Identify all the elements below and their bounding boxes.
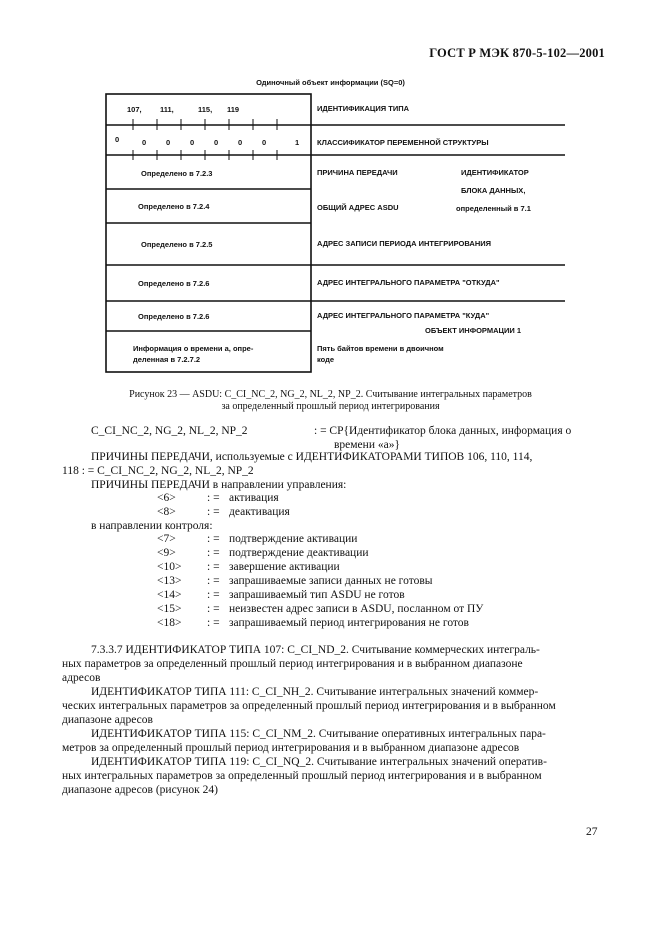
def-left: C_CI_NC_2, NG_2, NL_2, NP_2 [91,425,248,437]
monitor-text: запрашиваемые записи данных не готовы [229,575,433,587]
monitor-code: <7> [157,533,176,545]
para-119-line2: ных интегральных параметров за определенный прошлый период интегрирования и в выбранном [62,770,542,782]
bit-4: 0 [190,138,195,147]
figure-caption-line1: Рисунок 23 — ASDU: C_CI_NC_2, NG_2, NL_2, NP_2. Считывание интегральных параметров [129,389,532,400]
label-to: АДРЕС ИНТЕГРАЛЬНОГО ПАРАМЕТРА "КУДА" [317,311,490,320]
monitor-text: неизвестен адрес записи в ASDU, посланном от ПУ [229,603,484,615]
standard-header: ГОСТ Р МЭК 870-5-102—2001 [429,46,605,60]
para-111-line3: диапазоне адресов [62,714,153,726]
diagram-title: Одиночный объект информации (SQ=0) [256,78,405,87]
para-107-line1: 7.3.3.7 ИДЕНТИФИКАТОР ТИПА 107: C_CI_ND_2. Считывание коммерческих интеграль- [91,644,540,656]
bit-2: 0 [142,138,147,147]
data-unit-id-line3: определенный в 7.1 [456,204,531,213]
monitor-code: <9> [157,547,176,559]
control-sep: : = [207,506,220,518]
para-115-line2: метров за определенный прошлый период интегрирования и в выбранном диапазоне адресов [62,742,520,754]
control-sep: : = [207,492,220,504]
control-code: <6> [157,492,176,504]
cell-time-line1: Информация о времени а, опре- [133,344,254,353]
cell-asdu: Определено в 7.2.4 [138,202,210,211]
cell-cot: Определено в 7.2.3 [141,169,213,178]
asdu-diagram [105,93,567,373]
monitor-code: <14> [157,589,182,601]
bit-3: 0 [166,138,171,147]
cell-to: Определено в 7.2.6 [138,312,210,321]
bit-5: 0 [214,138,219,147]
label-from: АДРЕС ИНТЕГРАЛЬНОГО ПАРАМЕТРА "ОТКУДА" [317,278,500,287]
type-code-119: 119 [227,105,240,114]
label-record: АДРЕС ЗАПИСИ ПЕРИОДА ИНТЕГРИРОВАНИЯ [317,239,492,248]
monitor-text: завершение активации [229,561,340,573]
bit-8: 1 [295,138,300,147]
page-number: 27 [586,826,598,838]
monitor-sep: : = [207,589,220,601]
monitor-code: <13> [157,575,182,587]
bit-6: 0 [238,138,243,147]
monitor-sep: : = [207,547,220,559]
label-time-line2: коде [317,355,335,364]
para-107-line3: адресов [62,672,101,684]
monitor-text: подтверждение деактивации [229,547,369,559]
monitor-text: подтверждение активации [229,533,358,545]
control-text: активация [229,492,279,504]
def-right-line2: времени «а»} [334,439,400,451]
label-time-line1: Пять байтов времени в двоичном [317,344,444,353]
monitor-title: в направлении контроля: [91,520,213,532]
label-vsq: КЛАССИФИКАТОР ПЕРЕМЕННОЙ СТРУКТУРЫ [317,138,489,147]
bit-7: 0 [262,138,267,147]
monitor-sep: : = [207,603,220,615]
label-type-id: ИДЕНТИФИКАЦИЯ ТИПА [317,104,410,113]
monitor-sep: : = [207,561,220,573]
monitor-sep: : = [207,533,220,545]
monitor-text: запрашиваемый тип ASDU не готов [229,589,405,601]
figure-caption-line2: за определенный прошлый период интегрирования [221,401,440,412]
bit-1: 0 [115,135,120,144]
monitor-code: <10> [157,561,182,573]
label-cot: ПРИЧИНА ПЕРЕДАЧИ [317,168,398,177]
data-unit-id-line2: БЛОКА ДАННЫХ, [461,186,526,195]
monitor-text: запрашиваемый период интегрирования не готов [229,617,469,629]
monitor-sep: : = [207,575,220,587]
type-code-111: 111, [160,105,174,114]
cot-line2: 118 : = C_CI_NC_2, NG_2, NL_2, NP_2 [62,465,254,477]
type-code-107: 107, [127,105,142,114]
cot-control-title: ПРИЧИНЫ ПЕРЕДАЧИ в направлении управления: [91,479,347,491]
control-text: деактивация [229,506,290,518]
para-119-line1: ИДЕНТИФИКАТОР ТИПА 119: C_CI_NQ_2. Считывание интегральных значений оператив- [91,756,547,768]
type-code-115: 115, [198,105,213,114]
para-111-line2: ческих интегральных параметров за определенный прошлый период интегрирования и в выбранном [62,700,556,712]
monitor-code: <18> [157,617,182,629]
cell-from: Определено в 7.2.6 [138,279,210,288]
cot-line1: ПРИЧИНЫ ПЕРЕДАЧИ, используемые с ИДЕНТИФИКАТОРАМИ ТИПОВ 106, 110, 114, [91,451,533,463]
control-code: <8> [157,506,176,518]
para-107-line2: ных параметров за определенный прошлый период интегрирования и в выбранном диапазоне [62,658,523,670]
para-119-line3: диапазоне адресов (рисунок 24) [62,784,218,796]
label-object: ОБЪЕКТ ИНФОРМАЦИИ 1 [425,326,522,335]
data-unit-id-line1: ИДЕНТИФИКАТОР [461,168,529,177]
cell-time-line2: деленная в 7.2.7.2 [133,355,201,364]
para-115-line1: ИДЕНТИФИКАТОР ТИПА 115: C_CI_NM_2. Считывание оперативных интегральных пара- [91,728,546,740]
para-111-line1: ИДЕНТИФИКАТОР ТИПА 111: C_CI_NH_2. Считывание интегральных значений коммер- [91,686,539,698]
def-right-line1: : = CP{Идентификатор блока данных, информация о [314,425,572,437]
monitor-sep: : = [207,617,220,629]
monitor-code: <15> [157,603,182,615]
cell-record: Определено в 7.2.5 [141,240,213,249]
label-asdu: ОБЩИЙ АДРЕС ASDU [317,203,399,212]
